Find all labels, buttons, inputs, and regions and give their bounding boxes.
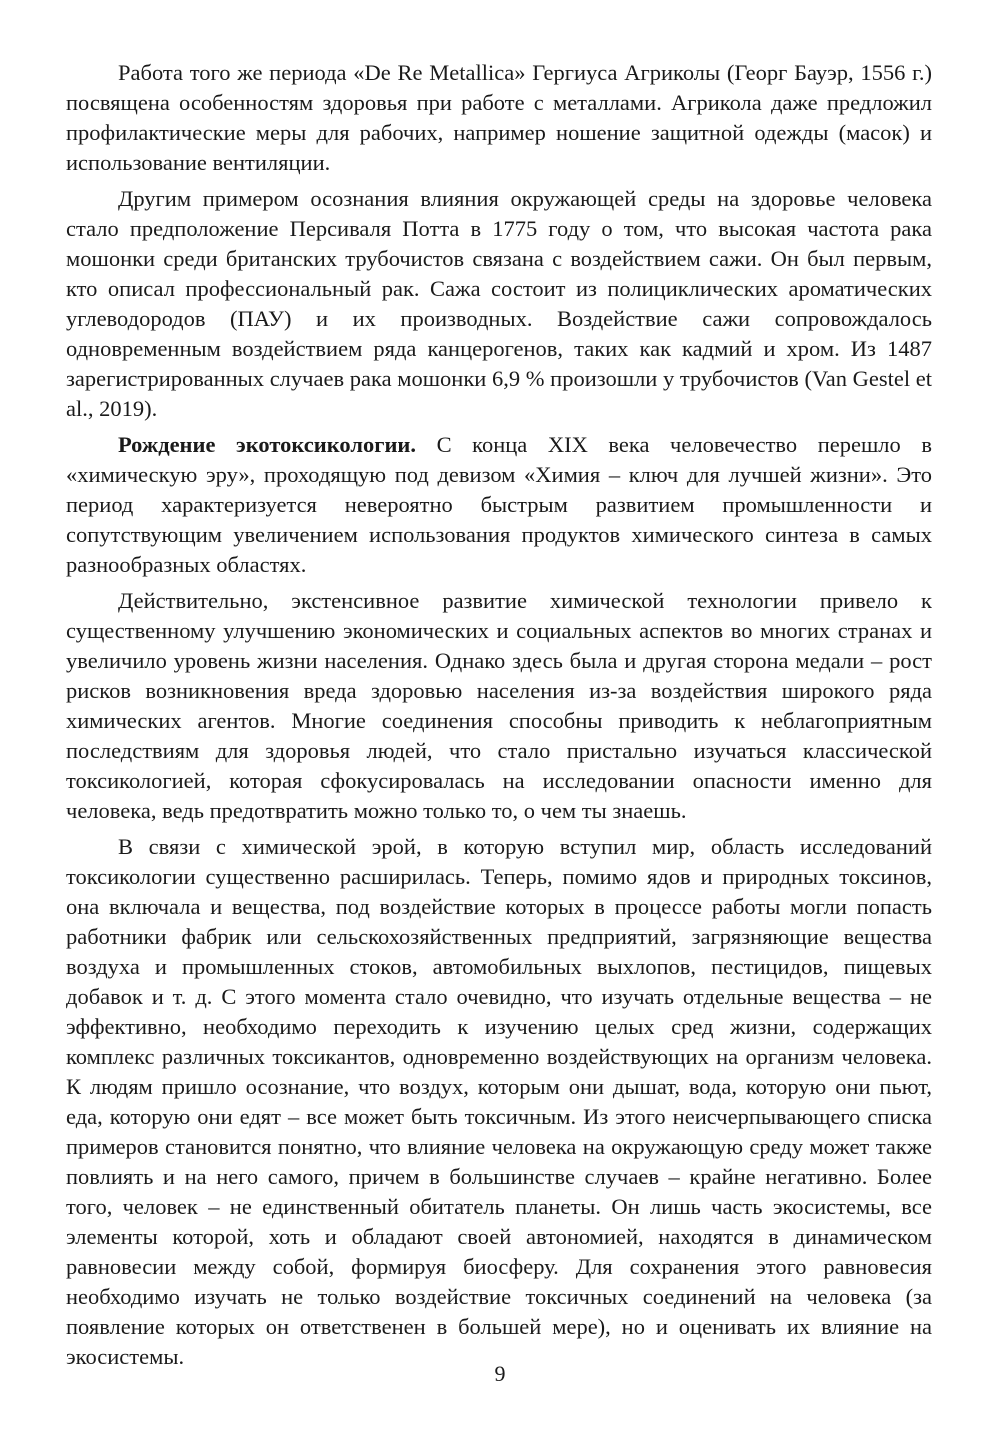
paragraph-chemical-era <box>66 832 932 1372</box>
paragraph-chemical-development <box>66 586 932 826</box>
paragraph-text: С конца XIX века человечество перешло в «химическую эру», проходящую под девизом «Химия – ключ для лучшей жизни». Это период характеризуется невероятно быстрым развитием промышленности и сопутствующим увеличением использования продуктов химического синтеза в самых разнообразных областях. <box>66 432 932 577</box>
page-body <box>66 58 932 1378</box>
paragraph-text: В связи с химической эрой, в которую вступил мир, область исследований токсикологии существенно расширилась. Теперь, помимо ядов и природных токсинов, она включала и вещества, под воздействие которых в процессе работы могли попасть работники фабрик или сельскохозяйственных предприятий, загрязняющие вещества воздуха и промышленных стоков, автомобильных выхлопов, пестицидов, пищевых добавок и т. д. С этого момента стало очевидно, что изучать отдельные вещества – не эффективно, необходимо переходить к изучению целых сред жизни, содержащих комплекс различных токсикантов, одновременно воздействующих на организм человека. К людям пришло осознание, что воздух, которым они дышат, вода, которую они пьют, еда, которую они едят – все может быть токсичным. Из этого неисчерпывающего списка примеров становится понятно, что влияние человека на окружающую среду может также повлиять и на него самого, причем в большинстве случаев – крайне негативно. Более того, человек – не единственный обитатель планеты. Он лишь часть экосистемы, все элементы которой, хоть и обладают своей автономией, находятся в динамическом равновесии между собой, формируя биосферу. Для сохранения этого равновесия необходимо изучать не только воздействие токсичных соединений на человека (за появление которых он ответственен в большей мере), но и оценивать их влияние на экосистемы. <box>66 834 932 1369</box>
paragraph-text: Действительно, экстенсивное развитие химической технологии привело к существенному улучшению экономических и социальных аспектов во многих странах и увеличило уровень жизни населения. Однако здесь была и другая сторона медали – рост рисков возникновения вреда здоровью населения из-за воздействия широкого ряда химических агентов. Многие соединения способны приводить к неблагоприятным последствиям для здоровья людей, что стало пристально изучаться классической токсикологией, которая сфокусировалась на исследовании опасности именно для человека, ведь предотвратить можно только то, о чем ты знаешь. <box>66 588 932 823</box>
section-heading: Рождение экотоксикологии. <box>118 432 417 457</box>
paragraph-text: Другим примером осознания влияния окружающей среды на здоровье человека стало предположение Персиваля Потта в 1775 году о том, что высокая частота рака мошонки среди британских трубочистов связана с воздействием сажи. Он был первым, кто описал профессиональный рак. Сажа состоит из полициклических ароматических углеводородов (ПАУ) и их производных. Воздействие сажи сопровождалось одновременным воздействием ряда канцерогенов, таких как кадмий и хром. Из 1487 зарегистрированных случаев рака мошонки 6,9 % произошли у трубочистов (Van Gestel et al., 2019). <box>66 186 932 421</box>
page-number: 9 <box>494 1361 506 1386</box>
paragraph-ecotoxicology-birth <box>66 430 932 580</box>
paragraph-pott <box>66 184 932 424</box>
paragraph-agricola <box>66 58 932 178</box>
paragraph-text: Работа того же периода «De Re Metallica» Гергиуса Агриколы (Георг Бауэр, 1556 г.) посвящена особенностям здоровья при работе с металлами. Агрикола даже предложил профилактические меры для рабочих, например ношение защитной одежды (масок) и использование вентиляции. <box>66 60 932 175</box>
